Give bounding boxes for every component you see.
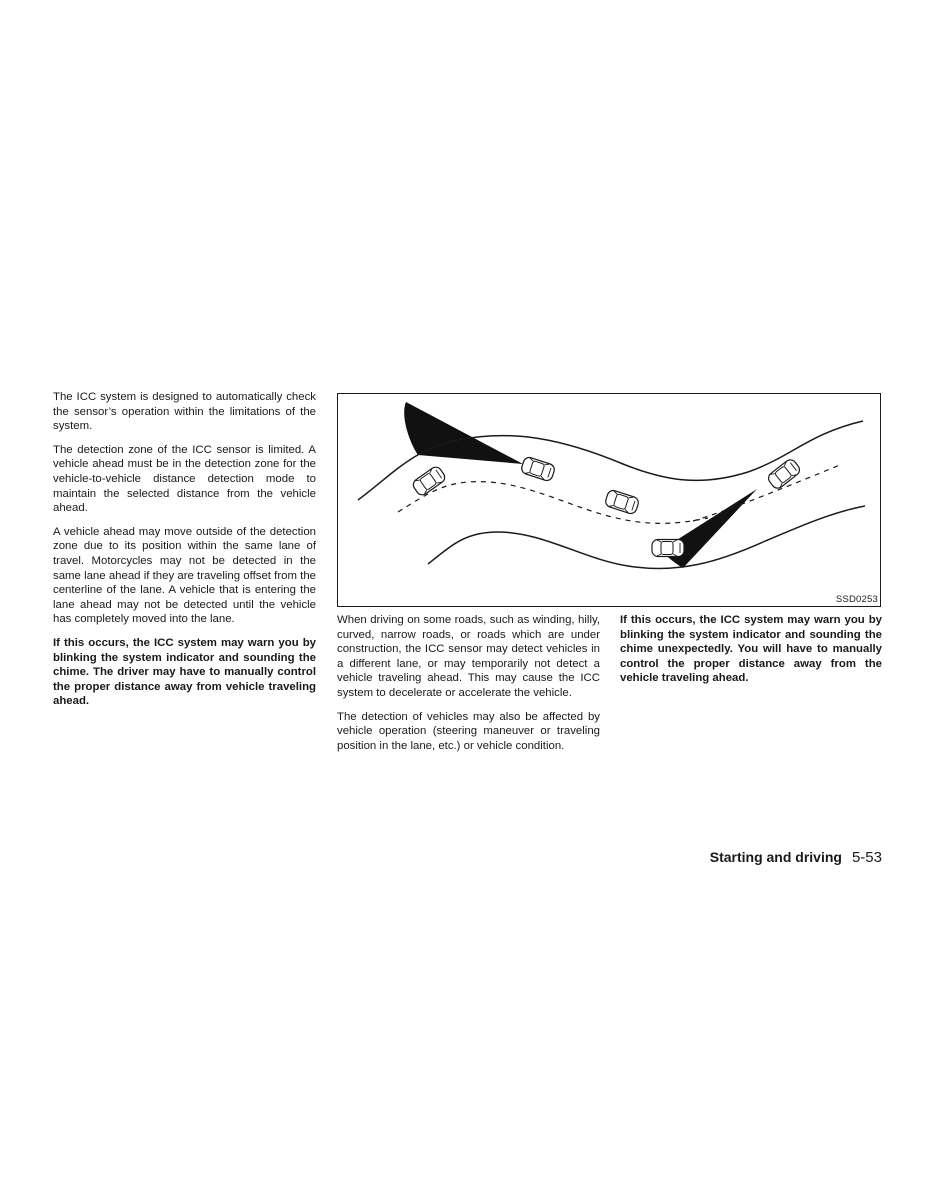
warning-text: If this occurs, the ICC system may warn you by blinking the system indicator and sounding the chime. The driver may have to manually control the proper distance away from vehicle traveling ahead. — [53, 636, 316, 708]
vehicle-own-upper — [520, 456, 556, 482]
page-number: 5-53 — [851, 849, 882, 866]
figure-code: SSD0253 — [835, 594, 878, 605]
lane-divider-2 — [693, 465, 840, 521]
right-column — [620, 613, 882, 695]
page-footer — [710, 849, 882, 866]
middle-column — [337, 613, 600, 762]
road-edge-lower — [428, 506, 865, 569]
vehicle-1 — [411, 465, 447, 497]
section-title: Starting and driving — [709, 849, 842, 865]
warning-text-unexpected: If this occurs, the ICC system may warn you by blinking the system indicator and sounding the chime unexpectedly. You will have to manually control the proper distance away from the vehicle traveling ahead. — [620, 614, 882, 685]
paragraph-lane-position: A vehicle ahead may move outside of the detection zone due to its position within the same lane of travel. Motorcycles may not be detected in the same lane ahead if they are traveling offset from the centerline of the lane. A vehicle that is entering the lane ahead may not be detected until the vehicle has completely moved into the lane. — [53, 525, 316, 626]
vehicle-2 — [604, 489, 640, 515]
detection-zone-1 — [404, 402, 523, 464]
road-detection-illustration — [337, 393, 881, 607]
paragraph-detection-zone: The detection zone of the ICC sensor is limited. A vehicle ahead must be in the detection zone for the vehicle-to-vehicle distance detection mode to maintain the selected distance from the vehicle ahead. — [53, 443, 316, 515]
paragraph-self-check: The ICC system is designed to automatically check the sensor’s operation within the limitations of the system. — [53, 391, 316, 433]
illustration-drawing — [338, 394, 882, 608]
paragraph-vehicle-operation: The detection of vehicles may also be affected by vehicle operation (steering maneuver or traveling position in the lane, etc.) or vehicle condition. — [337, 710, 600, 752]
left-column — [53, 390, 316, 718]
lane-divider-1 — [398, 482, 708, 524]
vehicle-own-lower — [652, 540, 684, 557]
paragraph-road-conditions: When driving on some roads, such as winding, hilly, curved, narrow roads, or roads which are under construction, the ICC sensor may detect vehicles in a different lane, or may temporarily not detect a vehicle traveling ahead. This may cause the ICC system to decelerate or accelerate the vehicle. — [337, 614, 600, 699]
